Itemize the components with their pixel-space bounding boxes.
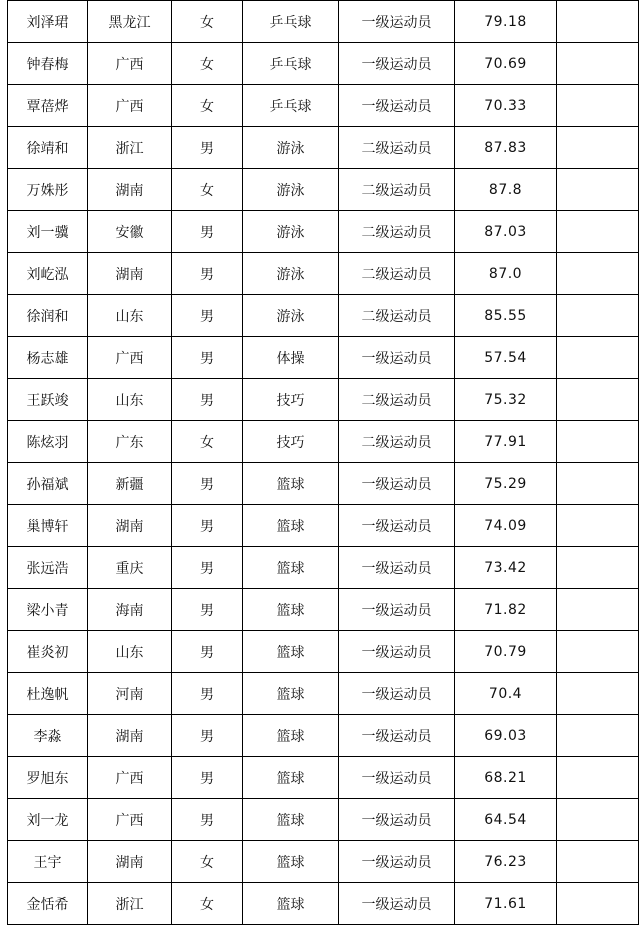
region-cell: 新疆 [88, 463, 172, 505]
region-cell: 浙江 [88, 883, 172, 925]
gender-cell: 女 [172, 421, 243, 463]
score-cell: 70.4 [455, 673, 557, 715]
table-row [8, 337, 639, 379]
region-cell: 广西 [88, 799, 172, 841]
region-cell: 黑龙江 [88, 1, 172, 43]
region-cell: 广西 [88, 757, 172, 799]
athlete-name-cell: 张远浩 [8, 547, 88, 589]
gender-cell: 男 [172, 631, 243, 673]
region-cell: 重庆 [88, 547, 172, 589]
gender-cell: 男 [172, 715, 243, 757]
note-cell [557, 841, 639, 883]
note-cell [557, 883, 639, 925]
score-cell: 64.54 [455, 799, 557, 841]
sport-cell: 游泳 [243, 295, 339, 337]
athlete-name-cell: 覃蓓烨 [8, 85, 88, 127]
score-cell: 70.69 [455, 43, 557, 85]
note-cell [557, 589, 639, 631]
note-cell [557, 421, 639, 463]
gender-cell: 男 [172, 799, 243, 841]
table-row [8, 421, 639, 463]
score-cell: 87.0 [455, 253, 557, 295]
athlete-table-body [8, 1, 639, 925]
region-cell: 安徽 [88, 211, 172, 253]
athlete-name-cell: 钟春梅 [8, 43, 88, 85]
gender-cell: 男 [172, 547, 243, 589]
sport-cell: 游泳 [243, 211, 339, 253]
athlete-name-cell: 巢博轩 [8, 505, 88, 547]
table-row [8, 253, 639, 295]
table-row [8, 127, 639, 169]
level-cell: 一级运动员 [339, 85, 455, 127]
level-cell: 一级运动员 [339, 1, 455, 43]
score-cell: 79.18 [455, 1, 557, 43]
sport-cell: 篮球 [243, 673, 339, 715]
level-cell: 一级运动员 [339, 463, 455, 505]
level-cell: 二级运动员 [339, 127, 455, 169]
table-row [8, 463, 639, 505]
gender-cell: 男 [172, 211, 243, 253]
score-cell: 76.23 [455, 841, 557, 883]
note-cell [557, 295, 639, 337]
table-row [8, 85, 639, 127]
athlete-name-cell: 刘泽珺 [8, 1, 88, 43]
sport-cell: 乒乓球 [243, 1, 339, 43]
region-cell: 山东 [88, 295, 172, 337]
level-cell: 一级运动员 [339, 673, 455, 715]
sport-cell: 篮球 [243, 547, 339, 589]
note-cell [557, 211, 639, 253]
region-cell: 湖南 [88, 505, 172, 547]
level-cell: 一级运动员 [339, 799, 455, 841]
region-cell: 广西 [88, 337, 172, 379]
region-cell: 湖南 [88, 253, 172, 295]
note-cell [557, 673, 639, 715]
region-cell: 浙江 [88, 127, 172, 169]
athlete-name-cell: 杨志雄 [8, 337, 88, 379]
table-row [8, 211, 639, 253]
gender-cell: 男 [172, 463, 243, 505]
level-cell: 一级运动员 [339, 631, 455, 673]
region-cell: 广西 [88, 85, 172, 127]
level-cell: 二级运动员 [339, 295, 455, 337]
sport-cell: 篮球 [243, 799, 339, 841]
sport-cell: 篮球 [243, 463, 339, 505]
level-cell: 二级运动员 [339, 169, 455, 211]
table-row [8, 295, 639, 337]
region-cell: 山东 [88, 379, 172, 421]
region-cell: 山东 [88, 631, 172, 673]
gender-cell: 男 [172, 589, 243, 631]
note-cell [557, 463, 639, 505]
sport-cell: 篮球 [243, 883, 339, 925]
sport-cell: 篮球 [243, 715, 339, 757]
note-cell [557, 757, 639, 799]
gender-cell: 女 [172, 841, 243, 883]
athlete-name-cell: 刘屹泓 [8, 253, 88, 295]
region-cell: 湖南 [88, 715, 172, 757]
score-cell: 69.03 [455, 715, 557, 757]
athlete-name-cell: 杜逸帆 [8, 673, 88, 715]
table-row [8, 715, 639, 757]
level-cell: 一级运动员 [339, 547, 455, 589]
level-cell: 二级运动员 [339, 211, 455, 253]
table-row [8, 631, 639, 673]
gender-cell: 男 [172, 505, 243, 547]
note-cell [557, 169, 639, 211]
score-cell: 74.09 [455, 505, 557, 547]
table-row [8, 673, 639, 715]
athlete-name-cell: 陈炫羽 [8, 421, 88, 463]
level-cell: 二级运动员 [339, 253, 455, 295]
table-row [8, 547, 639, 589]
athlete-name-cell: 金恬希 [8, 883, 88, 925]
level-cell: 一级运动员 [339, 715, 455, 757]
athlete-name-cell: 罗旭东 [8, 757, 88, 799]
score-cell: 87.8 [455, 169, 557, 211]
table-row [8, 505, 639, 547]
note-cell [557, 43, 639, 85]
sport-cell: 游泳 [243, 169, 339, 211]
athlete-name-cell: 孙福斌 [8, 463, 88, 505]
score-cell: 85.55 [455, 295, 557, 337]
region-cell: 湖南 [88, 169, 172, 211]
gender-cell: 女 [172, 43, 243, 85]
athlete-name-cell: 刘一骥 [8, 211, 88, 253]
athlete-name-cell: 王跃竣 [8, 379, 88, 421]
score-cell: 57.54 [455, 337, 557, 379]
note-cell [557, 1, 639, 43]
level-cell: 二级运动员 [339, 379, 455, 421]
table-row [8, 799, 639, 841]
level-cell: 一级运动员 [339, 883, 455, 925]
gender-cell: 男 [172, 295, 243, 337]
region-cell: 广东 [88, 421, 172, 463]
gender-cell: 男 [172, 379, 243, 421]
score-cell: 68.21 [455, 757, 557, 799]
level-cell: 一级运动员 [339, 43, 455, 85]
sport-cell: 乒乓球 [243, 85, 339, 127]
score-cell: 70.33 [455, 85, 557, 127]
note-cell [557, 715, 639, 757]
table-row [8, 589, 639, 631]
sport-cell: 技巧 [243, 379, 339, 421]
score-cell: 87.03 [455, 211, 557, 253]
gender-cell: 男 [172, 337, 243, 379]
level-cell: 二级运动员 [339, 421, 455, 463]
gender-cell: 男 [172, 757, 243, 799]
sport-cell: 游泳 [243, 253, 339, 295]
region-cell: 广西 [88, 43, 172, 85]
score-cell: 73.42 [455, 547, 557, 589]
table-row [8, 757, 639, 799]
note-cell [557, 337, 639, 379]
athlete-name-cell: 徐润和 [8, 295, 88, 337]
score-cell: 70.79 [455, 631, 557, 673]
gender-cell: 男 [172, 253, 243, 295]
sport-cell: 篮球 [243, 757, 339, 799]
note-cell [557, 631, 639, 673]
sport-cell: 体操 [243, 337, 339, 379]
note-cell [557, 127, 639, 169]
level-cell: 一级运动员 [339, 841, 455, 883]
region-cell: 海南 [88, 589, 172, 631]
athlete-name-cell: 梁小青 [8, 589, 88, 631]
athlete-name-cell: 徐靖和 [8, 127, 88, 169]
note-cell [557, 253, 639, 295]
table-row [8, 1, 639, 43]
sport-cell: 篮球 [243, 589, 339, 631]
level-cell: 一级运动员 [339, 757, 455, 799]
sport-cell: 篮球 [243, 841, 339, 883]
gender-cell: 女 [172, 85, 243, 127]
athlete-name-cell: 崔炎初 [8, 631, 88, 673]
note-cell [557, 85, 639, 127]
sport-cell: 篮球 [243, 505, 339, 547]
note-cell [557, 799, 639, 841]
sport-cell: 篮球 [243, 631, 339, 673]
note-cell [557, 505, 639, 547]
region-cell: 湖南 [88, 841, 172, 883]
athlete-table [7, 0, 639, 925]
region-cell: 河南 [88, 673, 172, 715]
level-cell: 一级运动员 [339, 337, 455, 379]
table-row [8, 883, 639, 925]
table-row [8, 169, 639, 211]
score-cell: 71.82 [455, 589, 557, 631]
gender-cell: 女 [172, 883, 243, 925]
table-row [8, 43, 639, 85]
athlete-name-cell: 王宇 [8, 841, 88, 883]
gender-cell: 女 [172, 169, 243, 211]
athlete-name-cell: 万姝彤 [8, 169, 88, 211]
score-cell: 71.61 [455, 883, 557, 925]
score-cell: 75.29 [455, 463, 557, 505]
gender-cell: 女 [172, 1, 243, 43]
athlete-name-cell: 刘一龙 [8, 799, 88, 841]
sport-cell: 技巧 [243, 421, 339, 463]
sport-cell: 游泳 [243, 127, 339, 169]
level-cell: 一级运动员 [339, 505, 455, 547]
sport-cell: 乒乓球 [243, 43, 339, 85]
gender-cell: 男 [172, 127, 243, 169]
note-cell [557, 547, 639, 589]
score-cell: 75.32 [455, 379, 557, 421]
table-row [8, 841, 639, 883]
score-cell: 77.91 [455, 421, 557, 463]
table-row [8, 379, 639, 421]
athlete-name-cell: 李淼 [8, 715, 88, 757]
note-cell [557, 379, 639, 421]
score-cell: 87.83 [455, 127, 557, 169]
gender-cell: 男 [172, 673, 243, 715]
level-cell: 一级运动员 [339, 589, 455, 631]
